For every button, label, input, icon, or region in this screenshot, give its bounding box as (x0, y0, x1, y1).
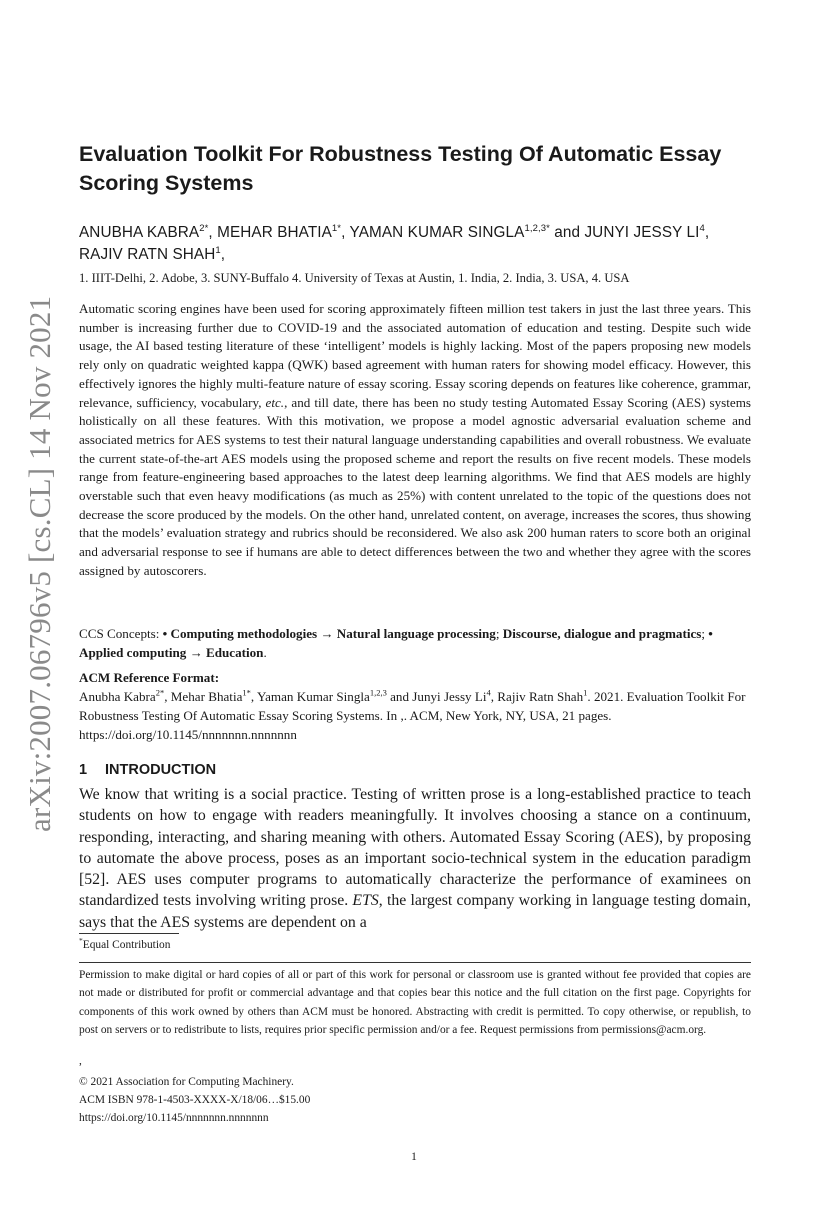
author-name: MEHAR BHATIA (217, 224, 332, 241)
ref-author-mark: 1* (242, 687, 251, 698)
section-title: INTRODUCTION (105, 762, 217, 778)
author-name: JUNYI JESSY LI (584, 224, 700, 241)
author-affiliation-mark: 1,2,3* (524, 222, 550, 234)
abstract-text: Automatic scoring engines have been used for scoring approximately fifteen million test takers in just the last three years. This number is increasing further due to COVID-19 and the associated automation of education and testing. Despite such wide usage, the AI based testing literature of these ‘intelligent’ models is highly lacking. Most of the papers proposing new models rely only on quadratic weighted kappa (QWK) based agreement with human raters for showing model efficacy. However, this effectively ignores the highly multi-feature nature of essay scoring. Essay scoring depends on features like coherence, grammar, relevance, sufficiency, vocabulary, (79, 301, 751, 410)
author-affiliation-mark: 2* (199, 222, 209, 234)
separator: , (208, 224, 218, 241)
doi-line: https://doi.org/10.1145/nnnnnnn.nnnnnnn (79, 1112, 269, 1124)
author-name: YAMAN KUMAR SINGLA (349, 224, 525, 241)
abstract-etc: etc. (265, 394, 285, 410)
permission-notice: Permission to make digital or hard copies of all or part of this work for personal or classroom use is granted without fee provided that copies are not made or distributed for profit or commercial advantage and that copies bear this notice and the full citation on the first page. Copyrights for components of this work owned by others than ACM must be honored. Abstracting with credit is permitted. To copy otherwise, or republish, to post on servers or to redistribute to lists, requires prior specific permission and/or a fee. Request permissions from permissions@acm.org. (79, 969, 751, 1037)
introduction-body (79, 784, 751, 933)
copyright-block (79, 1073, 751, 1127)
ccs-concept: • Computing methodologies → Natural language processing (162, 626, 496, 641)
ref-citation: . 2021. Evaluation Toolkit For Robustness Testing Of Automatic Essay Scoring Systems. In ,. ACM, New York, NY, USA, 21 pages. https://doi.org/10.1145/nnnnnnn.nnnnnnn (79, 689, 746, 742)
acm-reference (79, 668, 751, 744)
author-affiliation-mark: 1* (331, 222, 342, 234)
ccs-concept: • Applied computing → Education (79, 626, 713, 660)
author-list (79, 222, 751, 266)
separator: , (220, 246, 226, 263)
ccs-concepts (79, 624, 751, 662)
ref-author: , Rajiv Ratn Shah (490, 689, 584, 704)
ccs-label: CCS Concepts: (79, 626, 163, 641)
ref-author-mark: 1,2,3 (369, 687, 387, 698)
affiliations: 1. IIIT-Delhi, 2. Adobe, 3. SUNY-Buffalo 4. University of Texas at Austin, 1. India, 2. India, 3. USA, 4. USA (79, 271, 630, 285)
paper-title: Evaluation Toolkit For Robustness Testing Of Automatic Essay Scoring Systems (79, 142, 722, 195)
separator: ; (701, 626, 709, 641)
separator: , (341, 224, 350, 241)
ref-author: and Junyi Jessy Li (386, 689, 487, 704)
page-number: 1 (411, 1151, 417, 1163)
separator: ; (495, 626, 503, 641)
intro-text: We know that writing is a social practice. Testing of written prose is a long-established practice to teach students on how to engage with readers meaningfully. It involves choosing a stance on a continuum, responding, interacting, and sharing meaning with others. Automated Essay Scoring (AES), by proposing to automate the above process, poses as an important socio-technical system in the education paradigm [52]. AES uses computer programs to automatically characterize the performance of examinees on standardized tests involving writing prose. (79, 786, 751, 910)
ref-author-mark: 1 (583, 687, 588, 698)
abstract (79, 300, 751, 581)
intro-text: , the largest company working in language testing domain, says that the AES systems are dependent on a (79, 892, 751, 931)
author-affiliation-mark: 1 (215, 244, 221, 256)
copyright-line: © 2021 Association for Computing Machinery. (79, 1076, 294, 1088)
footnote-mark: * (79, 936, 83, 946)
venue-placeholder: , (79, 1055, 82, 1067)
permission-rule (79, 962, 751, 963)
separator: and (549, 224, 585, 241)
footnote-rule (79, 933, 179, 934)
ccs-concept: Discourse, dialogue and pragmatics (502, 626, 702, 641)
section-number: 1 (79, 762, 88, 778)
abstract-text: , and till date, there has been no study testing Automated Essay Scoring (AES) systems holistically on all these features. With this motivation, we propose a model agnostic adversarial evaluation scheme and associated metrics for AES systems to test their natural language understanding capabilities and overall robustness. We evaluate the current state-of-the-art AES models using the proposed scheme and report the results on five recent models. These models range from feature-engineering based approaches to the latest deep learning algorithms. We find that AES models are highly overstable such that even heavy modifications (as much as 25%) with content unrelated to the topic of the questions does not decrease the score produced by the models. On the other hand, unrelated content, on average, increases the scores, thus showing that the models’ evaluation strategy and rubrics should be reconsidered. We also ask 200 human raters to score both an original and adversarial response to see if humans are able to detect differences between the two and whether they agree with the scores assigned by autoscorers. (79, 394, 752, 578)
separator: . (263, 645, 267, 660)
author-affiliation-mark: 4 (699, 222, 705, 234)
arxiv-watermark: arXiv:2007.06796v5 [cs.CL] 14 Nov 2021 (22, 295, 57, 832)
section-heading (79, 760, 751, 780)
acm-reference-heading: ACM Reference Format: (79, 670, 220, 685)
acm-reference-text (79, 687, 751, 744)
author-name: RAJIV RATN SHAH (79, 246, 216, 263)
isbn-line: ACM ISBN 978-1-4503-XXXX-X/18/06…$15.00 (79, 1094, 311, 1106)
ref-author: , Yaman Kumar Singla (250, 689, 370, 704)
footnote (79, 938, 751, 953)
ref-author-mark: 4 (486, 687, 491, 698)
author-name: ANUBHA KABRA (79, 224, 200, 241)
ref-author-mark: 2* (155, 687, 165, 698)
intro-ets: ETS (352, 892, 379, 910)
ref-author: , Mehar Bhatia (164, 689, 243, 704)
footnote-text: Equal Contribution (82, 939, 171, 951)
ref-author: Anubha Kabra (79, 689, 156, 704)
separator: , (704, 224, 710, 241)
